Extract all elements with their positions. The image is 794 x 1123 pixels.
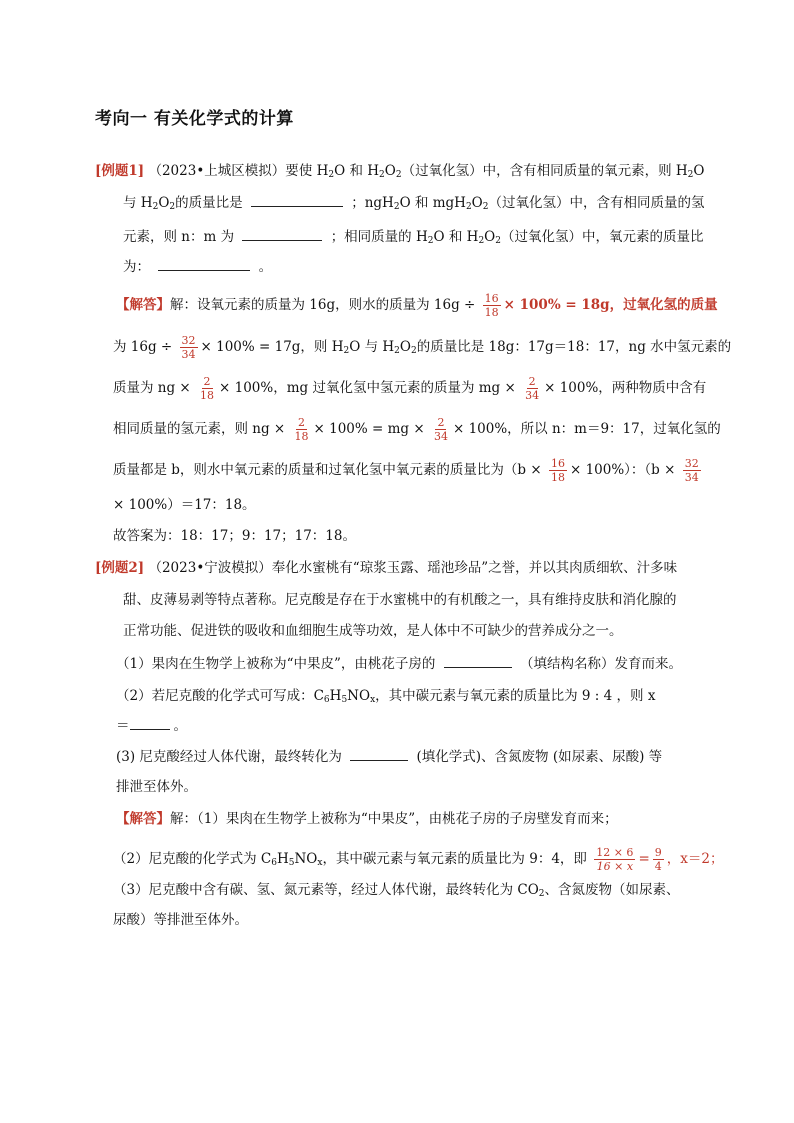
ex2-tag: [例题2] bbox=[95, 560, 145, 576]
ex2-blank-1[interactable] bbox=[444, 653, 512, 668]
ex1-question-line-3: 元素，则 n：m 为 ；相同质量的 $H_2O$ 和 $H_2O_2$（过氧化氢）中，氧元素的质量比 bbox=[123, 226, 703, 247]
ex1-answer-line-6: × 100%）＝17：18。 bbox=[113, 497, 256, 513]
ex2-paragraph-line-1: [例题2] （2023•宁波模拟）奉化水蜜桃有“琼浆玉露、瑶池珍品”之誉，并以其肉质细软、汁多味 bbox=[95, 560, 678, 576]
ex2-question-2: （2）若尼克酸的化学式可写成：$C_6H_5NO_x$，其中碳元素与氧元素的质量比为 9 : 4 ，则 x bbox=[116, 688, 656, 705]
ex2-paragraph-line-3: 正常功能、促进铁的吸收和血细胞生成等功效，是人体中不可缺少的营养成分之一。 bbox=[123, 623, 623, 639]
ex1-answer-line-3: 质量为 ng × $\frac{2}{18}$ × 100%，mg 过氧化氢中氢元素的质量为 mg × $\frac{2}{34}$ × 100%，两种物质中含有 bbox=[113, 375, 707, 402]
ex1-blank-1[interactable] bbox=[251, 192, 343, 207]
ex1-question-line-2: 与 $H_2O_2$的质量比是 ；ngH$_2$O 和 $mgH_2O_2$（过氧化氢）中，含有相同质量的氢 bbox=[123, 192, 704, 213]
ex2-answer-line-3: （3）尼克酸中含有碳、氢、氮元素等，经过人体代谢，最终转化为 $CO_2$、含氮废物（如尿素、 bbox=[113, 882, 680, 899]
ex2-question-1: （1）果肉在生物学上被称为“中果皮”，由桃花子房的 （填结构名称）发育而来。 bbox=[116, 653, 682, 674]
ex1-question-line-1: [例题1] （2023•上城区模拟）要使 $H_2O$ 和 $H_2O_2$（过氧化氢）中，含有相同质量的氧元素，则 $H_2O$ bbox=[95, 163, 705, 180]
ex1-blank-2[interactable] bbox=[242, 226, 322, 241]
ex1-blank-3[interactable] bbox=[158, 256, 250, 271]
ex1-question-line-4: 为： 。 bbox=[123, 256, 272, 277]
ex2-question-2-cont: ＝ 。 bbox=[116, 715, 187, 736]
ex1-answer-line-1: 【解答】解：设氧元素的质量为 16g，则水的质量为 16g ÷ $\frac{16}{18}$ × 100% = 18g，过氧化氢的质量 bbox=[116, 292, 718, 319]
ex1-tag: [例题1] bbox=[95, 163, 145, 179]
ex2-answer-line-2: （2）尼克酸的化学式为 $C_6H_5NO_x$，其中碳元素与氧元素的质量比为 9：4，即 $\frac{12 \times 6}{16 \times x}$ = $\frac{9}{4}$ ，x＝2； bbox=[113, 846, 724, 873]
ex2-question-3-cont: 排泄至体外。 bbox=[116, 779, 197, 795]
ex2-blank-3[interactable] bbox=[350, 746, 408, 761]
ex1-answer-tag: 【解答】 bbox=[116, 297, 170, 313]
section-title: 考向一 有关化学式的计算 bbox=[95, 109, 294, 129]
ex2-answer-line-1: 【解答】解：（1）果肉在生物学上被称为“中果皮”，由桃花子房的子房壁发育而来； bbox=[116, 811, 618, 827]
ex2-answer-line-4: 尿酸）等排泄至体外。 bbox=[113, 912, 248, 928]
ex1-final-answer: 故答案为：18：17；9：17；17：18。 bbox=[113, 528, 356, 544]
ex2-answer-tag: 【解答】 bbox=[116, 811, 170, 827]
ex2-blank-2[interactable] bbox=[130, 715, 170, 730]
ex2-paragraph-line-2: 甜、皮薄易剥等特点著称。尼克酸是存在于水蜜桃中的有机酸之一，具有维持皮肤和消化腺的 bbox=[123, 592, 677, 608]
ex1-answer-line-5: 质量都是 b，则水中氧元素的质量和过氧化氢中氧元素的质量比为（b × $\frac{16}{18}$ × 100%）：（b × $\frac{32}{34}$ bbox=[113, 457, 699, 484]
ex1-answer-line-4: 相同质量的氢元素，则 ng × $\frac{2}{18}$ × 100% = mg × $\frac{2}{34}$ × 100%，所以 n：m＝9：17，过氧化氢的 bbox=[113, 416, 721, 443]
ex2-question-3: (3) 尼克酸经过人体代谢，最终转化为 (填化学式)、含氮废物 (如尿素、尿酸) 等 bbox=[116, 746, 662, 767]
ex1-answer-line-2: 为 16g ÷ $\frac{32}{34}$ × 100% = 17g，则 $H_2O$ 与 $H_2O_2$的质量比是 18g：17g＝18：17，ng 水中氢元素的 bbox=[113, 334, 732, 361]
